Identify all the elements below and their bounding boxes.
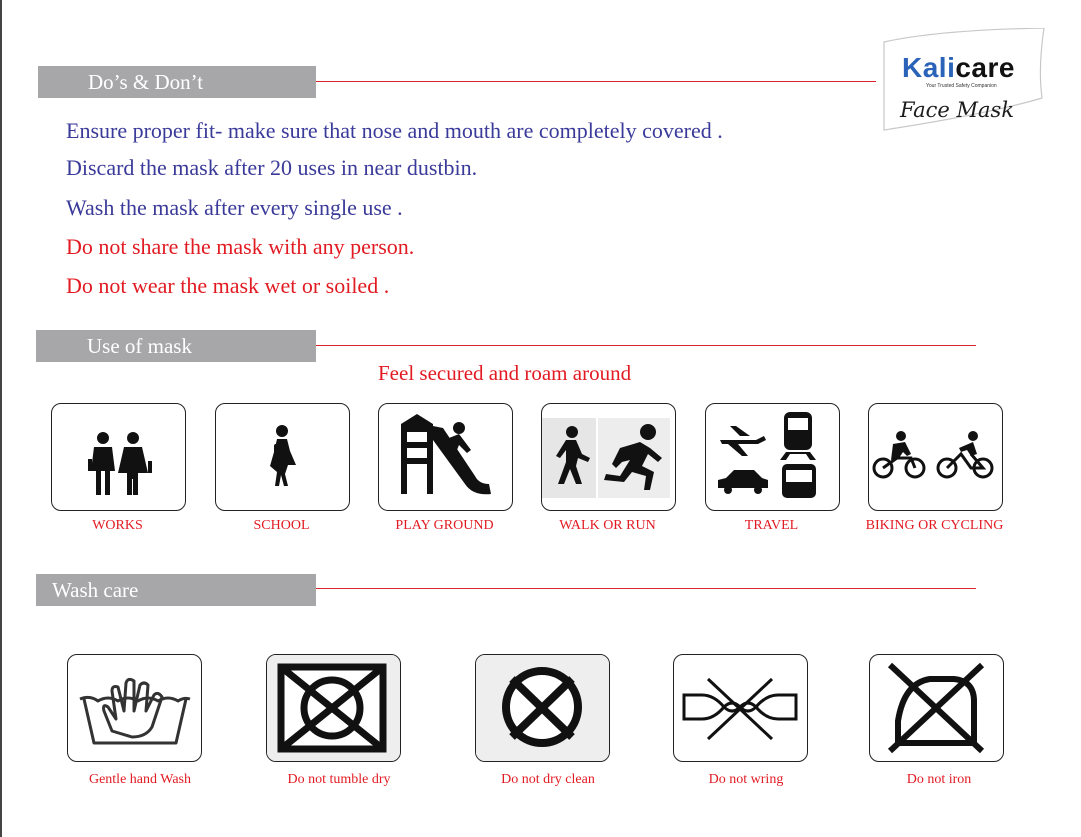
use-tagline: Feel secured and roam around — [378, 361, 632, 385]
no-wring-icon — [673, 654, 808, 762]
no-iron-icon — [869, 654, 1004, 762]
hand-wash-icon — [67, 654, 202, 762]
logo-brand — [902, 52, 1015, 84]
page-left-border — [0, 0, 2, 837]
biking-cycling-icon — [868, 403, 1003, 511]
wash-label-no-wring: Do not wring — [708, 772, 784, 787]
no-tumble-dry-icon — [266, 654, 401, 762]
wash-label-no-tumble-dry: Do not tumble dry — [287, 772, 391, 787]
travel-icon — [705, 403, 840, 511]
section-header-wash-care — [36, 574, 316, 606]
section-title-dos-donts: Do’s & Don’t — [88, 70, 204, 94]
logo-product-name: Face Mask — [900, 98, 1015, 122]
use-label-playground: PLAY GROUND — [395, 518, 494, 533]
section-title-use-of-mask: Use of mask — [87, 334, 192, 358]
use-label-school: SCHOOL — [253, 518, 310, 533]
logo-tagline: Your Trusted Safety Companion — [926, 83, 997, 89]
do-item: Ensure proper fit- make sure that nose and mouth are completely covered . — [66, 118, 723, 143]
do-item: Wash the mask after every single use . — [66, 195, 403, 220]
do-item: Discard the mask after 20 uses in near dustbin. — [66, 155, 478, 180]
school-girl-icon — [215, 403, 350, 511]
wash-label-no-dry-clean: Do not dry clean — [501, 772, 595, 787]
use-label-walk-run: WALK OR RUN — [559, 518, 656, 533]
section-divider-wash-care — [316, 588, 976, 589]
use-label-travel: TRAVEL — [744, 518, 799, 533]
walk-run-icon — [541, 403, 676, 511]
dont-item: Do not wear the mask wet or soiled . — [66, 273, 390, 298]
section-header-use-of-mask — [36, 330, 316, 362]
section-header-dos-donts — [38, 66, 316, 98]
kalicare-logo — [878, 28, 1046, 133]
wash-label-no-iron: Do not iron — [906, 772, 972, 787]
dont-item: Do not share the mask with any person. — [66, 234, 415, 259]
logo-brand-part2: care — [955, 52, 1015, 83]
office-workers-icon — [51, 403, 186, 511]
section-divider-dos-donts — [316, 81, 876, 82]
section-title-wash-care: Wash care — [52, 578, 139, 602]
logo-brand-part1: Kali — [902, 52, 956, 83]
no-dry-clean-icon — [475, 654, 610, 762]
wash-label-hand-wash: Gentle hand Wash — [88, 772, 192, 787]
use-label-works: WORKS — [92, 518, 143, 533]
use-label-biking: BIKING OR CYCLING — [865, 518, 1004, 533]
playground-slide-icon — [378, 403, 513, 511]
section-divider-use-of-mask — [316, 345, 976, 346]
